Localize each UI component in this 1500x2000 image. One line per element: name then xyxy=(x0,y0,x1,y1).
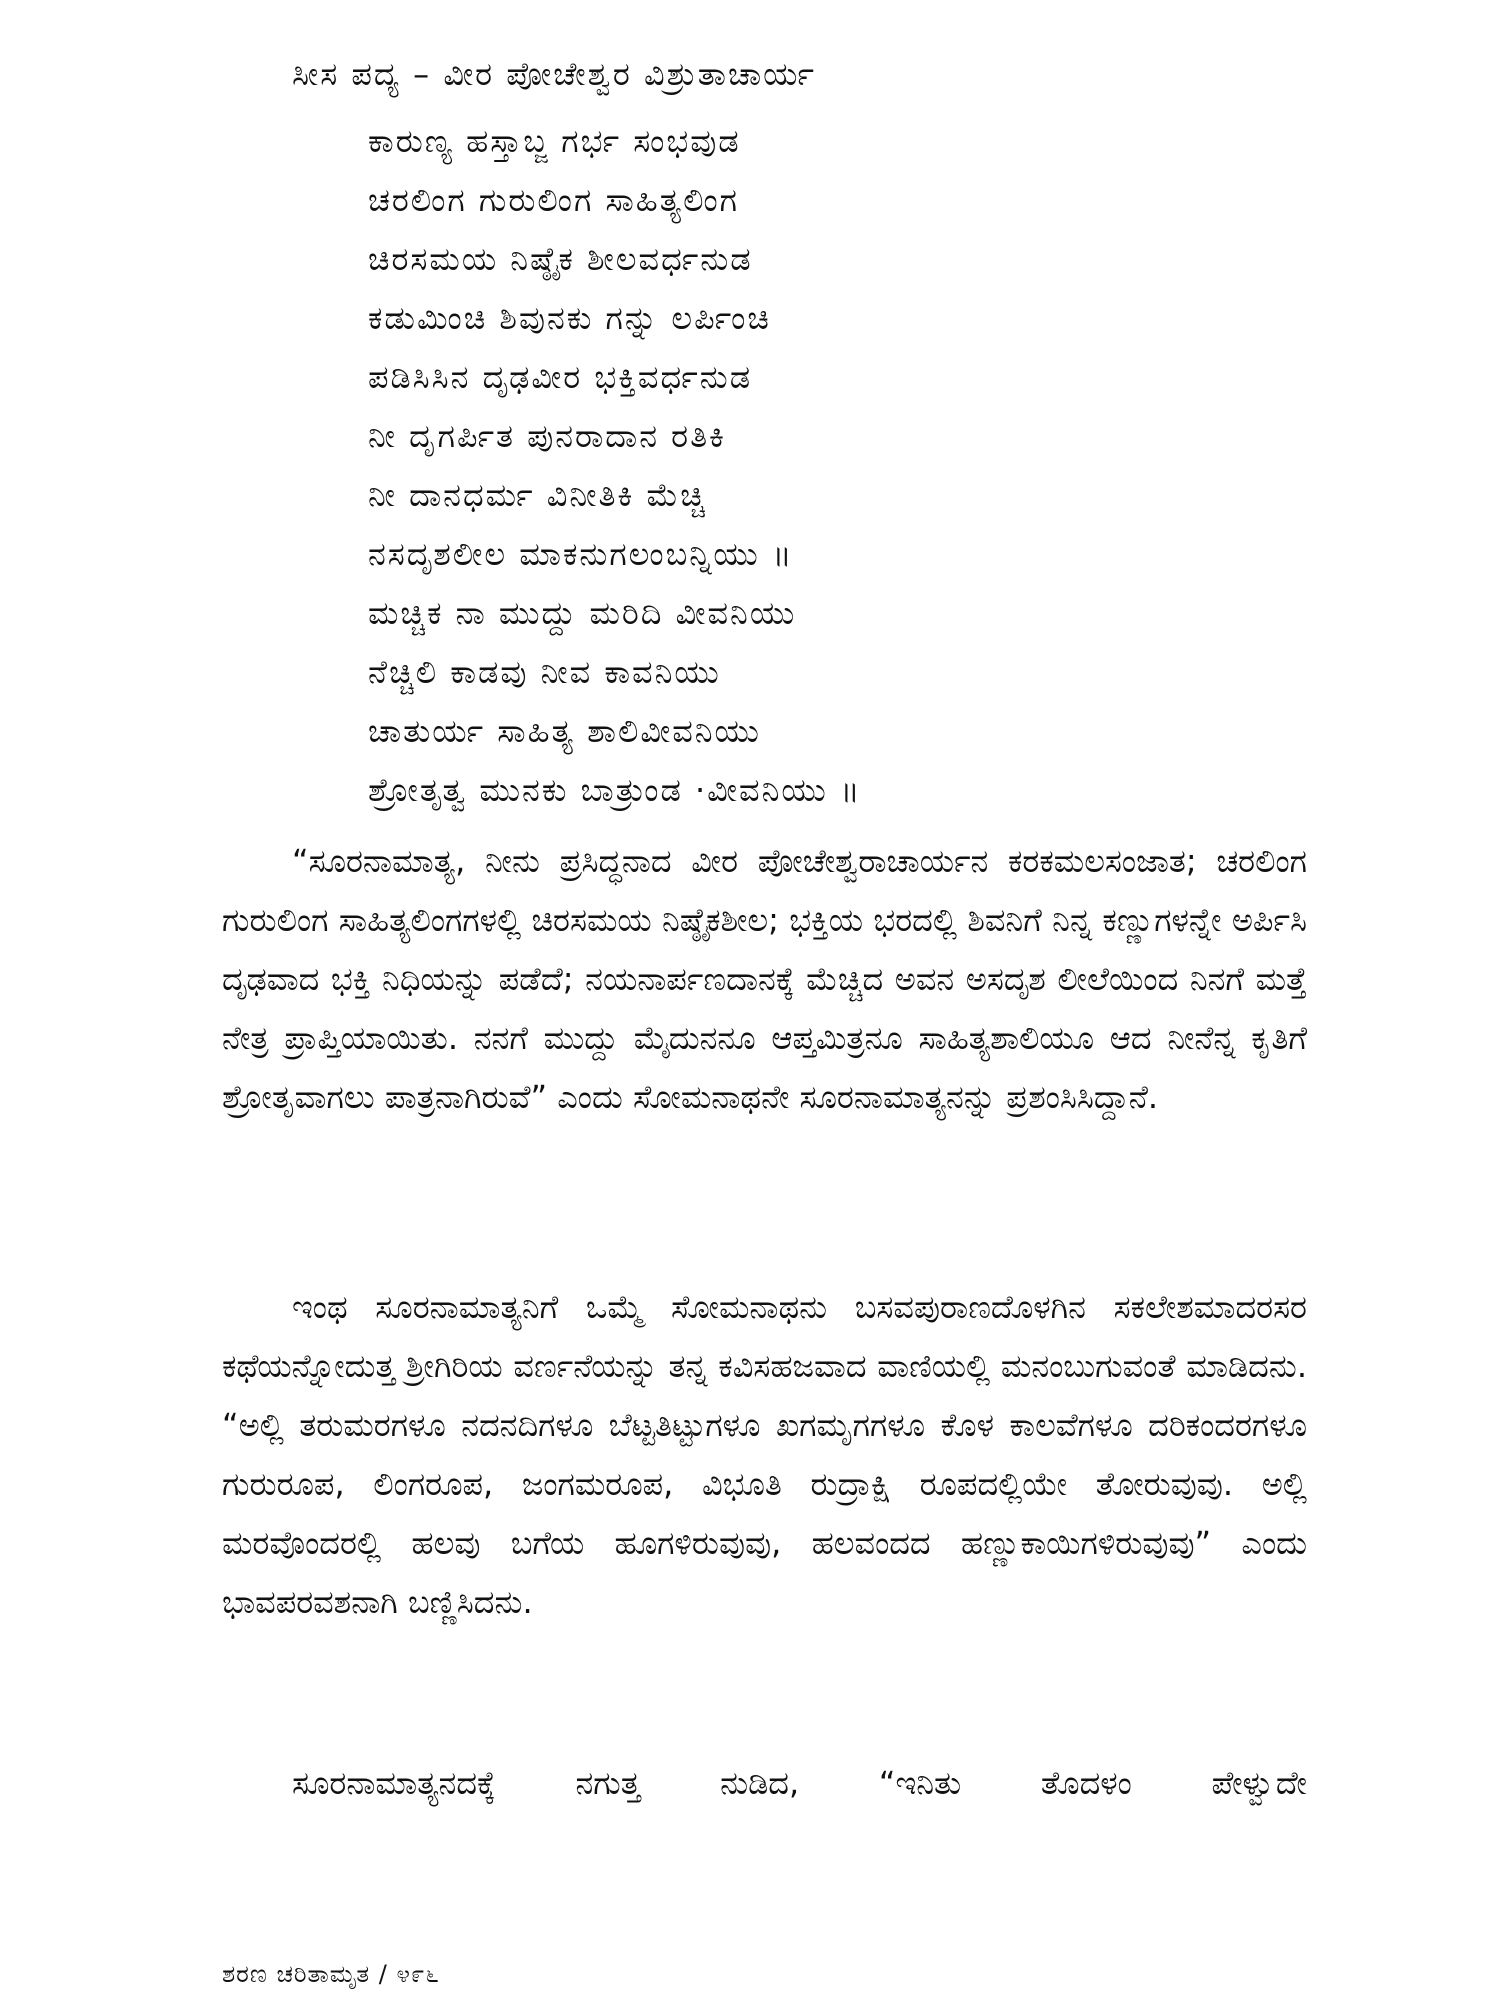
verse-line: ನೀ ದಾನಧರ್ಮ ವಿನೀತಿಕಿ ಮೆಚ್ಚಿ xyxy=(368,476,707,514)
verse-block xyxy=(368,112,1368,820)
verse-line: ಮಚ್ಚಿಕ ನಾ ಮುದ್ದು ಮರಿದಿ ವೀವನಿಯು xyxy=(368,594,797,632)
verse-line: ಚರಲಿಂಗ ಗುರುಲಿಂಗ ಸಾಹಿತ್ಯಲಿಂಗ xyxy=(368,181,739,219)
paragraph-srigiri xyxy=(222,1278,1307,1632)
verse-line: ಶ್ರೋತೃತ್ವ ಮುನಕು ಬಾತ್ರುಂಡ ·ವೀವನಿಯು ॥ xyxy=(368,771,862,809)
paragraph-reply xyxy=(222,1754,1307,1813)
paragraph-text: “ಸೂರನಾಮಾತ್ಯ, ನೀನು ಪ್ರಸಿದ್ಧನಾದ ವೀರ ಪೋಚೇಶ್ವರಾಚಾರ್ಯನ ಕರಕಮಲಸಂಜಾತ; ಚರಲಿಂಗ ಗುರುಲಿಂಗ ಸಾಹಿತ್ಯಲಿಂಗಗಳಲ್ಲಿ ಚಿರಸಮಯ ನಿಷ್ಠೈಕಶೀಲ; ಭಕ್ತಿಯ ಭರದಲ್ಲಿ ಶಿವನಿಗೆ ನಿನ್ನ ಕಣ್ಣುಗಳನ್ನೇ ಅರ್ಪಿಸಿ ದೃಢವಾದ ಭಕ್ತಿ ನಿಧಿಯನ್ನು ಪಡೆದೆ; ನಯನಾರ್ಪಣದಾನಕ್ಕೆ ಮೆಚ್ಚಿದ ಅವನ ಅಸದೃಶ ಲೀಲೆಯಿಂದ ನಿನಗೆ ಮತ್ತೆ ನೇತ್ರ ಪ್ರಾಪ್ತಿಯಾಯಿತು. ನನಗೆ ಮುದ್ದು ಮೈದುನನೂ ಆಪ್ತಮಿತ್ರನೂ ಸಾಹಿತ್ಯಶಾಲಿಯೂ ಆದ ನೀನೆನ್ನ ಕೃತಿಗೆ ಶ್ರೋತೃವಾಗಲು ಪಾತ್ರನಾಗಿರುವೆ” ಎಂದು ಸೋಮನಾಥನೇ ಸೂರನಾಮಾತ್ಯನನ್ನು ಪ್ರಶಂಸಿಸಿದ್ದಾನೆ. xyxy=(222,842,1307,1116)
verse-line: ಚಾತುರ್ಯ ಸಾಹಿತ್ಯ ಶಾಲಿವೀವನಿಯು xyxy=(368,712,761,750)
paragraph-text: ಸೂರನಾಮಾತ್ಯನದಕ್ಕೆ ನಗುತ್ತ ನುಡಿದ, “ಇನಿತು ತೊದಳಂ ಪೇಳ್ವುದೇ xyxy=(292,1764,1307,1802)
verse-line: ಚಿರಸಮಯ ನಿಷ್ಠೈಕ ಶೀಲವರ್ಧನುಡ xyxy=(368,240,753,278)
paragraph-praise xyxy=(222,832,1307,1127)
verse-line: ಪಡಿಸಿಸಿನ ದೃಢವೀರ ಭಕ್ತಿವರ್ಧನುಡ xyxy=(368,358,753,396)
paragraph-text: ಇಂಥ ಸೂರನಾಮಾತ್ಯನಿಗೆ ಒಮ್ಮೆ ಸೋಮನಾಥನು ಬಸವಪುರಾಣದೊಳಗಿನ ಸಕಲೇಶಮಾದರಸರ ಕಥೆಯನ್ನೋದುತ್ತ ಶ್ರೀಗಿರಿಯ ವರ್ಣನೆಯನ್ನು ತನ್ನ ಕವಿಸಹಜವಾದ ವಾಣಿಯಲ್ಲಿ ಮನಂಬುಗುವಂತೆ ಮಾಡಿದನು. “ಅಲ್ಲಿ ತರುಮರಗಳೂ ನದನದಿಗಳೂ ಬೆಟ್ಟತಿಟ್ಟುಗಳೂ ಖಗಮೃಗಗಳೂ ಕೊಳ ಕಾಲವೆಗಳೂ ದರಿಕಂದರಗಳೂ ಗುರುರೂಪ, ಲಿಂಗರೂಪ, ಜಂಗಮರೂಪ, ವಿಭೂತಿ ರುದ್ರಾಕ್ಷಿ ರೂಪದಲ್ಲಿಯೇ ತೋರುವುವು. ಅಲ್ಲಿ ಮರವೊಂದರಲ್ಲಿ ಹಲವು ಬಗೆಯ ಹೂಗಳಿರುವುವು, ಹಲವಂದದ ಹಣ್ಣುಕಾಯಿಗಳಿರುವುವು” ಎಂದು ಭಾವಪರವಶನಾಗಿ ಬಣ್ಣಿಸಿದನು. xyxy=(222,1288,1307,1621)
verse-line: ಕಡುಮಿಂಚಿ ಶಿವುನಕು ಗನ್ನು ಲರ್ಪಿಂಚಿ xyxy=(368,299,771,337)
page-footer: ಶರಣ ಚರಿತಾಮೃತ / ೪೯೬ xyxy=(222,1960,440,1988)
verse-line: ಕಾರುಣ್ಯ ಹಸ್ತಾಬ್ಜ ಗರ್ಭ ಸಂಭವುಡ xyxy=(368,122,741,160)
verse-line: ನೀ ದೃಗರ್ಪಿತ ಪುನರಾದಾನ ರತಿಕಿ xyxy=(368,417,727,455)
verse-line: ನಸದೃಶಲೀಲ ಮಾಕನುಗಲಂಬನ್ನಿಯು ॥ xyxy=(368,535,794,573)
verse-title: ಸೀಸ ಪದ್ಯ – ವೀರ ಪೋಚೇಶ್ವರ ವಿಶ್ರುತಾಚಾರ್ಯ xyxy=(292,55,816,93)
verse-line: ನೆಚ್ಚಿಲಿ ಕಾಡವು ನೀವ ಕಾವನಿಯು xyxy=(368,653,721,691)
